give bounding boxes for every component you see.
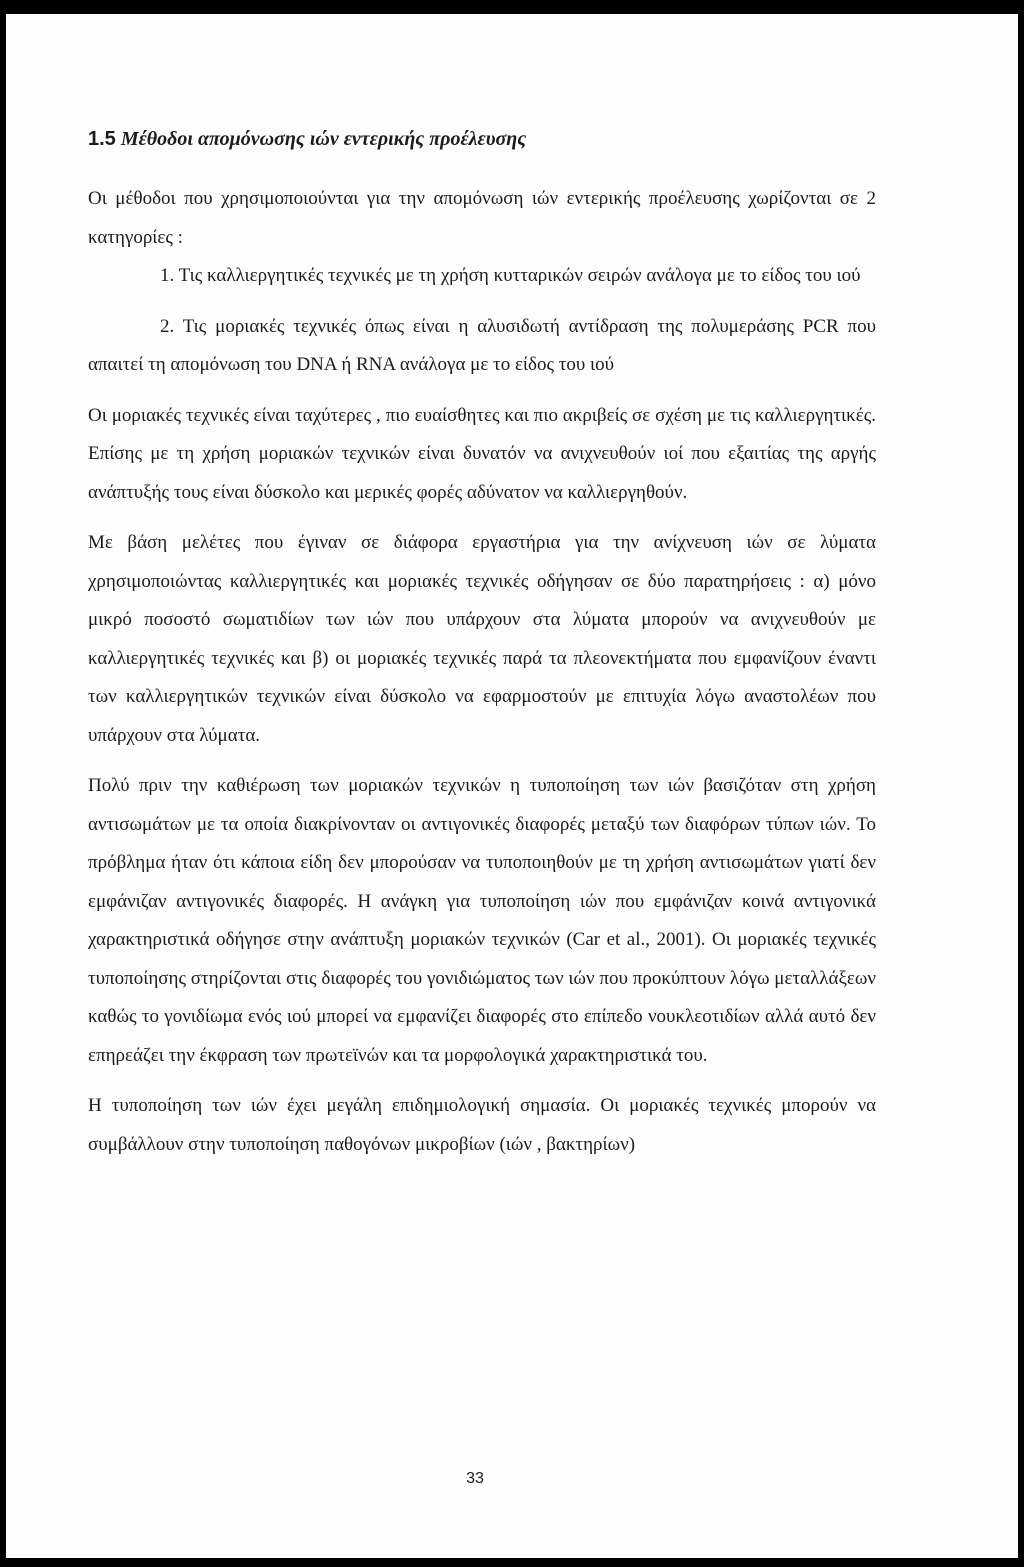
spacer [88, 755, 876, 767]
section-heading [88, 124, 876, 154]
document-sheet [6, 14, 1018, 1558]
list-item-culture-techniques: 1. Τις καλλιεργητικές τεχνικές με τη χρήση κυτταρικών σειρών ανάλογα με το είδος του ιού [160, 265, 861, 286]
list-item-molecular-techniques: 2. Τις μοριακές τεχνικές όπως είναι η αλυσιδωτή αντίδραση της πολυμεράσης PCR που απαιτεί τη απομόνωση του DNA ή RNA ανάλογα με το είδος του ιού [88, 315, 876, 375]
paragraph-typing-history: Πολύ πριν την καθιέρωση των μοριακών τεχνικών η τυποποίηση των ιών βασιζόταν στη χρήση αντισωμάτων με τα οποία διακρίνονταν οι αντιγονικές διαφορές μεταξύ των διαφόρων τύπων ιών. Το πρόβλημα ήταν ότι κάποια είδη δεν μπορούσαν να τυποποιηθούν με τη χρήση αντισωμάτων γιατί δεν εμφάνιζαν αντιγονικές διαφορές. Η ανάγκη για τυποποίηση ιών που εμφάνιζαν κοινά αντιγονικά χαρακτηριστικά οδήγησε στην ανάπτυξη μοριακών τεχνικών (Car et al., 2001). Οι μοριακές τεχνικές τυποποίησης στηρίζονται στις διαφορές του γονιδιώματος των ιών που προκύπτουν λόγω μεταλλάξεων καθώς το γονιδίωμα ενός ιού μπορεί να εμφανίζει διαφορές στο επίπεδο νουκλεοτιδίων αλλά αυτό δεν επηρεάζει την έκφραση των πρωτεϊνών και τα μορφολογικά χαρακτηριστικά του. [88, 775, 876, 1066]
page-number: 33 [466, 1470, 484, 1487]
section-title: Μέθοδοι απομόνωσης ιών εντερικής προέλευσης [120, 128, 527, 150]
spacer [88, 385, 876, 397]
spacer [88, 296, 876, 308]
paragraph-molecular-advantages: Οι μοριακές τεχνικές είναι ταχύτερες , πιο ευαίσθητες και πιο ακριβείς σε σχέση με τις καλλιεργητικές. Επίσης με τη χρήση μοριακών τεχνικών είναι δυνατόν να ανιχνευθούν ιοί που εξαιτίας της αργής ανάπτυξής τους είναι δύσκολο και μερικές φορές αδύνατον να καλλιεργηθούν. [88, 404, 876, 503]
document-body [88, 124, 876, 1164]
spacer [88, 512, 876, 524]
section-number: 1.5 [88, 128, 116, 150]
paragraph-epidemiology: Η τυποποίηση των ιών έχει μεγάλη επιδημιολογική σημασία. Οι μοριακές τεχνικές μπορούν να συμβάλλουν στην τυποποίηση παθογόνων μικροβίων (ιών , βακτηρίων) [88, 1095, 876, 1155]
spacer [88, 1075, 876, 1087]
paragraph-studies: Με βάση μελέτες που έγιναν σε διάφορα εργαστήρια για την ανίχνευση ιών σε λύματα χρησιμοποιώντας καλλιεργητικές και μοριακές τεχνικές οδήγησαν σε δύο παρατηρήσεις : α) μόνο μικρό ποσοστό σωματιδίων των ιών που υπάρχουν στα λύματα μπορούν να ανιχνευθούν με καλλιεργητικές τεχνικές και β) οι μοριακές τεχνικές παρά τα πλεονεκτήματα που εμφανίζουν έναντι των καλλιεργητικών τεχνικών είναι δύσκολο να εφαρμοστούν με επιτυχία λόγω αναστολέων που υπάρχουν στα λύματα. [88, 532, 876, 746]
paragraph-intro: Οι μέθοδοι που χρησιμοποιούνται για την απομόνωση ιών εντερικής προέλευσης χωρίζονται σε 2 κατηγορίες : [88, 188, 876, 248]
